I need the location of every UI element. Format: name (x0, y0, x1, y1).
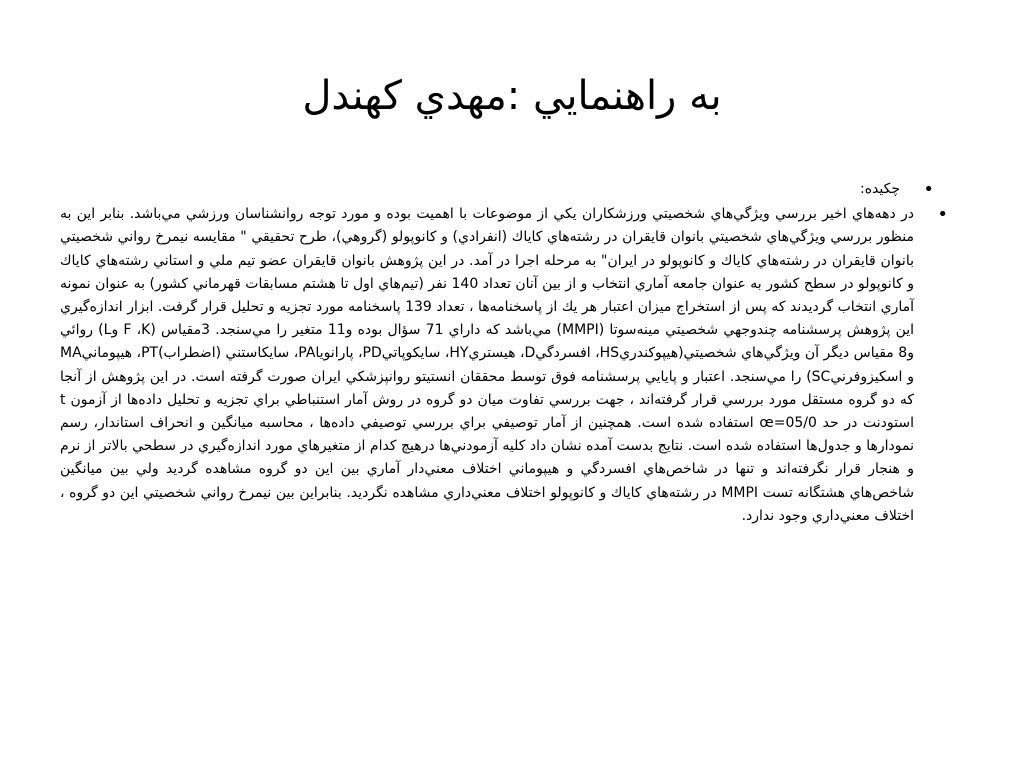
bullet-marker: • (923, 179, 934, 200)
bullet-marker: • (937, 204, 948, 226)
slide-body (60, 178, 948, 532)
slide-title: به راهنمايي :مهدي كهندل (302, 73, 722, 119)
bullet-abstract-body (60, 203, 948, 528)
bullet-abstract-heading (60, 178, 934, 201)
abstract-body-text: در دهه‌هاي اخير بررسي ويژگي‌هاي شخصيتي ورزشكاران يكي از موضوعات با اهميت بوده و مورد توجه روانشناسان ورزشي مي‌باشد. بنابر اين به منظور بررسي ويژگي‌هاي شخصيتي بانوان قايقران در رشته‌هاي كاياك (انفرادي) و كانوپولو (گروهي)، طرح تحقيقي " مقايسه نيمرخ رواني شخصيتي بانوان قايقران در رشته‌هاي كاياك و كانوپولو در ايران" به مرحله اجرا در آمد. در اين پژوهش بانوان قايقران عضو تيم ملي و استاني رشته‌هاي كاياك و كانوپولو در سطح كشور به عنوان جامعه آماري انتخاب و از بين آنان تعداد 140 نفر (تيم‌هاي اول تا هشتم مسابقات قهرماني كشور) به عنوان نمونه آماري انتخاب گرديدند كه پس از استخراج ميزان اعتبار هر يك از پاسخنامه‌ها ، تعداد 139 پاسخنامه مورد تجزيه و تحليل قرار گرفت. ابزار اندازه‌گيري اين پژوهش پرسشنامه چندوجهي شخصيتي مينه‌سوتا (MMPI) مي‌باشد كه داراي 71 سؤال بوده و11 متغير را مي‌سنجد. 3مقياس (F ،K وL) روائي و8 مقياس ديگر آن ويژگي‌هاي شخصيتي(هيپوكندريHS، افسردگيD، هيستريHY، سايكوپاتيPD، پارانوياPA، سايكاستني (اضطراب)PT، هيپومانيMA و اسكيزوفرنيSC) را مي‌سنجد. اعتبار و پايايي پرسشنامه فوق توسط محققان انستيتو روانپزشكي ايران صورت گرفته است. در اين پژوهش از آنجا كه دو گروه مستقل مورد بررسي قرار گرفته‌اند ، جهت بررسي تفاوت ميان دو گروه در روش آمار استنباطي براي تجزيه و تحليل داده‌ها از آزمون t استودنت در حد œ=05/0 استفاده شده است. همچنين از آمار توصيفي براي بررسي توصيفي داده‌ها ، محاسبه ميانگين و انحراف استاندار، رسم نمودارها و جدول‌ها استفاده شده است. نتايج بدست آمده نشان داد كليه آزمودني‌ها درهيچ كدام از متغيرهاي مورد اندازه‌گيري در سطحي بالاتر از نرم و هنجار قرار نگرفته‌اند و تنها در شاخص‌هاي افسردگي و هيپوماني اختلاف معني‌دار آماري بين اين دو گروه مشاهده گرديد ولي بين ميانگين شاخص‌هاي هشتگانه تست MMPI در رشته‌هاي كاياك و كانوپولو اختلاف معني‌داري مشاهده نگرديد. بنابراين بين نيمرخ رواني شخصيتي اين دو گروه ، اختلاف معني‌داري وجود ندارد. (60, 206, 915, 524)
abstract-heading-text: چكيده: (859, 181, 900, 197)
